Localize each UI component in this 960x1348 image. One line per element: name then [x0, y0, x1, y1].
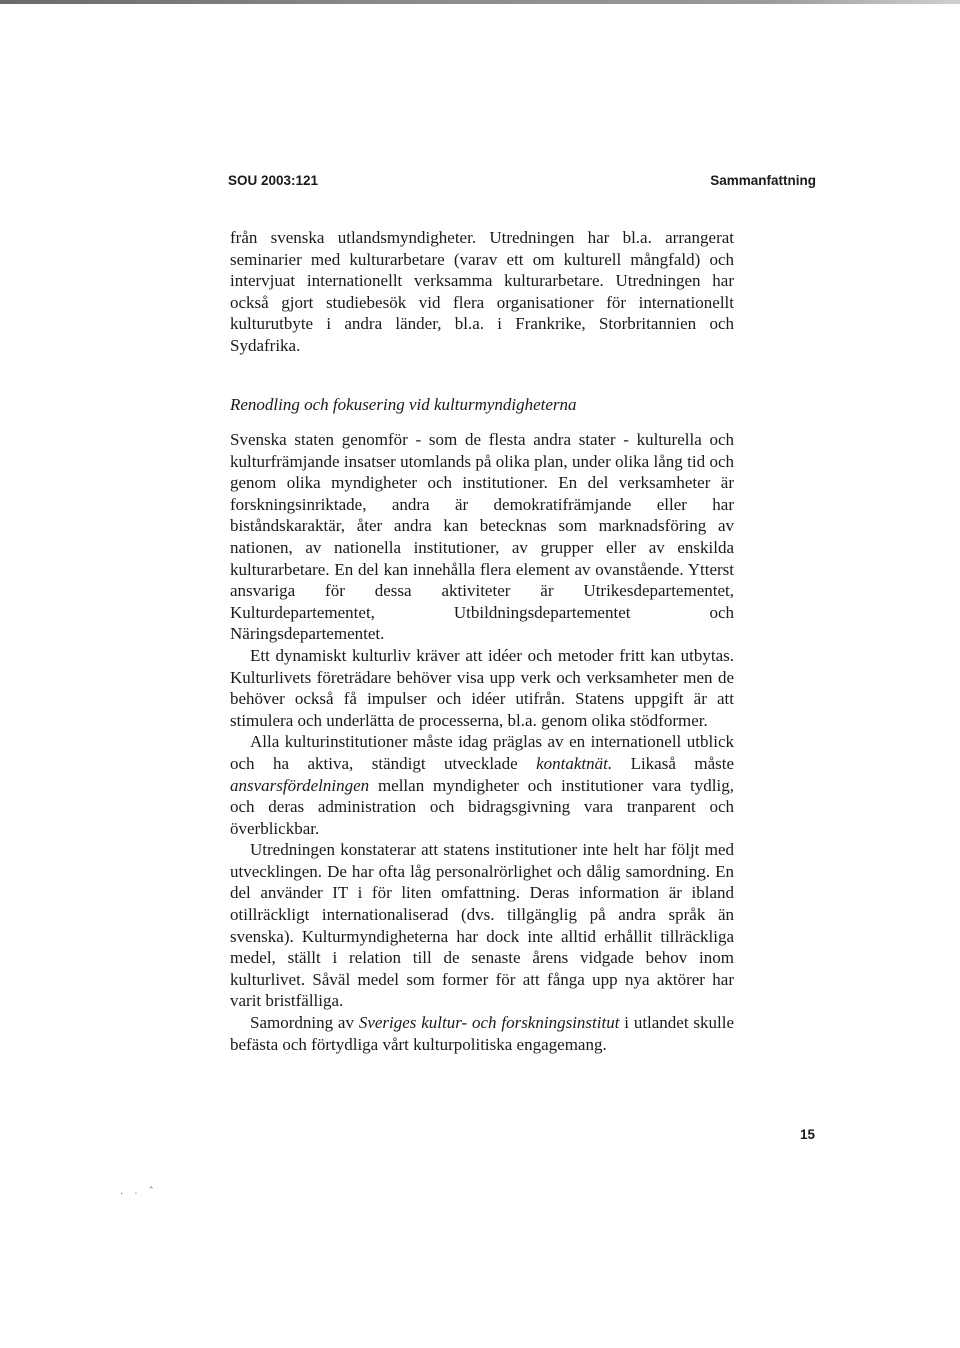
paragraph-3-text-b: Likaså måste — [612, 753, 734, 773]
paragraph-5-text-a: Samordning av — [250, 1013, 359, 1033]
page-number: 15 — [799, 1127, 815, 1142]
paragraph-3 — [230, 731, 734, 839]
main-text — [230, 429, 734, 1055]
paragraph-3-text-a: Alla kulturinstitutioner måste idag präglas av en internationell utblick och ha aktiva, ständigt utvecklade — [230, 732, 734, 773]
scan-specks: . . ˄ — [120, 1186, 158, 1197]
paragraph-3-emphasis-1: kontaktnät. — [536, 753, 613, 773]
section-label: Sammanfattning — [710, 173, 816, 188]
paragraph-2: Ett dynamiskt kulturliv kräver att idéer och metoder fritt kan utbytas. Kulturlivets företrädare behöver visa upp verk och verksamheter men de behöver också få impulser och idéer utifrån. Statens uppgift är att stimulera och underlätta de processerna, bl.a. genom olika stödformer. — [230, 645, 734, 730]
section-heading: Renodling och fokusering vid kulturmyndigheterna — [230, 395, 577, 414]
document-reference: SOU 2003:121 — [228, 173, 319, 188]
paragraph-3-text-c: mellan myndigheter och institutioner vara tydlig, och deras administration och bidragsgivning vara tranparent och överblickbar. — [230, 775, 734, 838]
intro-paragraph: från svenska utlandsmyndigheter. Utredningen har bl.a. arrangerat seminarier med kulturarbetare (varav ett om kulturell mångfald) och intervjuat internationellt verksamma kulturarbetare. Utredningen har också gjort studiebesök vid flera organisationer för internationellt kulturutbyte i andra länder, bl.a. i Frankrike, Storbritannien och Sydafrika. — [230, 228, 734, 355]
paragraph-5-text-b: i utlandet skulle befästa och förtydliga vårt kulturpolitiska engagemang. — [230, 1013, 735, 1054]
intro-text — [230, 227, 734, 357]
paragraph-1: Svenska staten genomför - som de flesta andra stater - kulturella och kulturfrämjande insatser utomlands på olika plan, under olika lång tid och genom olika myndigheter och institutioner. En del verksamheter är forskningsinriktade, andra är demokratifrämjande eller har biståndskaraktär, åter andra kan betecknas som marknadsföring av nationen, av nationella institutioner, av grupper eller av enskilda kulturarbetare. En del kan innehålla flera element av ovanstående. Ytterst ansvariga för dessa aktiviteter är Utrikesdepartementet, Kulturdepartementet, Utbildningsdepartementet och Näringsdepartementet. — [230, 430, 734, 644]
running-header — [228, 171, 816, 191]
paragraph-5 — [230, 1012, 734, 1055]
scan-edge — [0, 0, 960, 4]
paragraph-5-emphasis: Sveriges kultur- och forskningsinstitut — [358, 1013, 620, 1033]
paragraph-3-emphasis-2: ansvarsfördelningen — [230, 775, 370, 795]
paragraph-4: Utredningen konstaterar att statens institutioner inte helt har följt med utvecklingen. De har ofta låg personalrörlighet och dålig samordning. En del använder IT i för liten omfattning. Deras information är ibland otillräckligt internationaliserad (dvs. tillgänglig på andra språk än svenska). Kulturmyndigheterna har dock inte alltid erhållit tillräckliga medel, ställt i relation till de senaste årens vidgade behov inom kulturlivet. Såväl medel som former för att fånga upp nya aktörer har varit bristfälliga. — [230, 840, 734, 1011]
